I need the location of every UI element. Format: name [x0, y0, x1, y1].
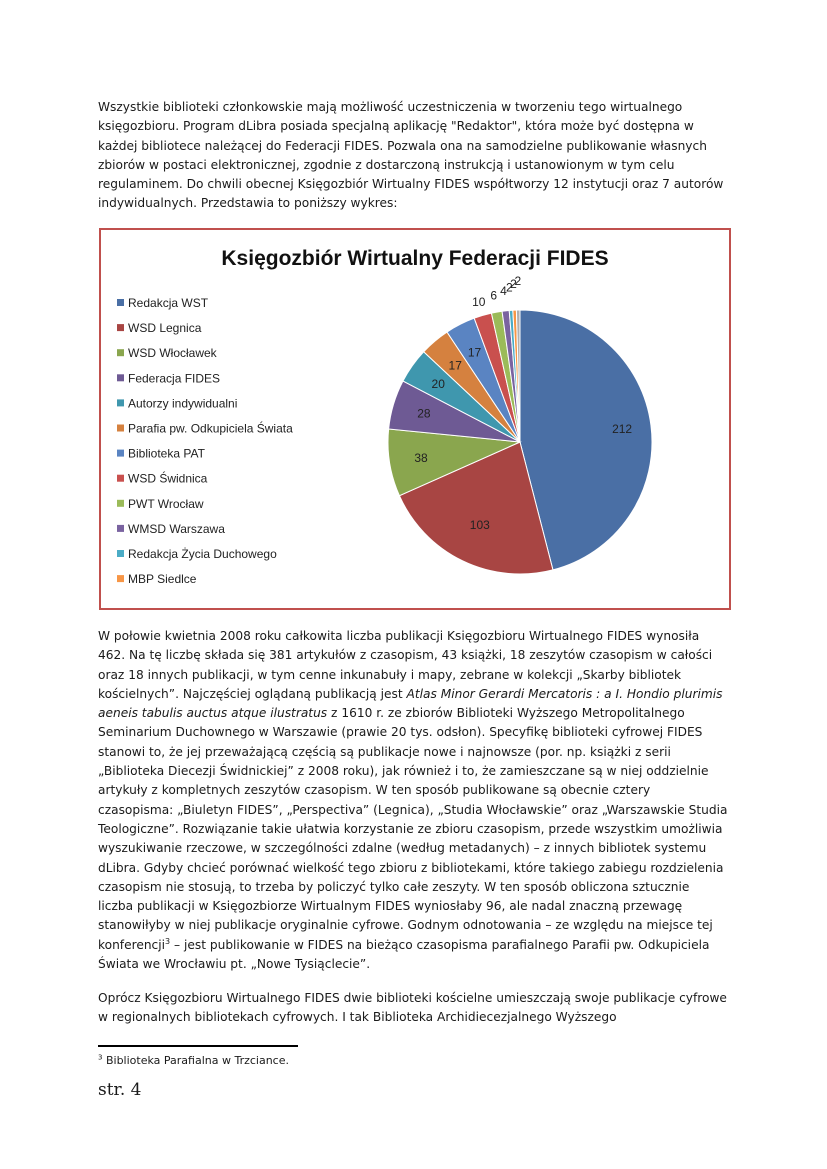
legend-label: Autorzy indywidualni	[128, 396, 238, 411]
footnote-divider	[98, 1045, 298, 1047]
slice-value-label: 103	[469, 518, 490, 533]
pie-slices	[388, 310, 652, 574]
legend-label: WSD Świdnica	[128, 471, 208, 486]
legend-swatch	[117, 500, 124, 507]
paragraph-text: W połowie kwietnia 2008 roku całkowita liczba publikacji Księgozbioru Wirtualnego FIDES wynosiła 462. Na tę liczbę składa się 381 artykułów z czasopism, 43 książki, 18 zeszytów czasopism w całości oraz 18 innych publikacji, w tym cenne inkunabuły i mapy, zebrane w kolekcji „Skarby bibliotek kościelnych”. Najczęściej oglądaną publikacją jest	[98, 629, 713, 701]
legend-label: Biblioteka PAT	[128, 446, 205, 461]
slice-value-label: 6	[490, 288, 498, 303]
legend-label: WSD Legnica	[128, 321, 202, 336]
legend-label: WSD Włocławek	[128, 346, 217, 361]
footnote	[98, 1054, 289, 1068]
atlas-title: Atlas Minor Gerardi Mercatoris : a I. Hondio plurimis aeneis tabulis auctus atque ilustratus	[98, 686, 723, 721]
slice-value-label: 20	[431, 377, 445, 391]
slice-value-label: 4	[500, 283, 507, 298]
intro-paragraph: Wszystkie biblioteki członkowskie mają możliwość uczestniczenia w tworzeniu tego wirtualnego księgozbioru. Program dLibra posiada specjalną aplikację "Redaktor", która może być dostępna w każdej bibliotece należącej do Federacji FIDES. Pozwala ona na samodzielne publikowanie własnych zbiorów w postaci elektronicznej, zgodnie z dostarczoną instrukcją i ustanowionym w tym celu regulaminem. Do chwili obecnej Księgozbiór Wirtualny FIDES współtworzy 12 instytucji oraz 7 autorów indywidualnych. Przedstawia to poniższy wykres:	[98, 100, 724, 211]
legend-swatch	[117, 550, 124, 557]
legend-swatch	[117, 575, 124, 582]
legend-label: Federacja FIDES	[128, 371, 221, 386]
slice-value-label: 2	[514, 274, 522, 288]
legend-swatch	[117, 349, 124, 356]
chart-title: Księgozbiór Wirtualny Federacji FIDES	[221, 247, 609, 270]
legend-swatch	[117, 425, 124, 432]
slice-value-label: 17	[448, 358, 462, 373]
legend-swatch	[117, 374, 124, 381]
chart-legend	[117, 296, 293, 586]
paragraph-text: z 1610 r. ze zbiorów Biblioteki Wyższego Metropolitalnego Seminarium Duchownego w Warszawie (prawie 20 tys. odsłon). Specyfikę biblioteki cyfrowej FIDES stanowi to, że jej przeważającą częścią są publikacje nowe i najnowsze (por. np. książki z serii „Biblioteka Diecezji Świdnickiej” z 2008 roku), jak również i to, że zamieszczane są w niej oddzielnie artykuły z kompletnych zeszytów czasopism. W ten sposób publikowane są obecnie cztery czasopisma: „Biuletyn FIDES”, „Perspectiva” (Legnica), „Studia Włocławskie” oraz „Warszawskie Studia Teologiczne”. Rozwiązanie takie ułatwia korzystanie ze zbioru czasopism, przede wszystkim umożliwia wyszukiwanie rzeczowe, w szczególności zdalne (według metadanych) – z innych bibliotek systemu dLibra. Gdyby chcieć porównać wielkość tego zbioru z bibliotekami, które takiego zabiegu rozdzielenia czasopism nie stosują, to trzeba by policzyć tylko całe zeszyty. W ten sposób obliczona sztucznie liczba publikacji w Księgozbiorze Wirtualnym FIDES wyniosłaby 96, ale nadal znaczną przewagę stanowiłyby w niej publikacje oryginalnie cyfrowe. Godnym odnotowania – ze względu na miejsce tej konferencji	[98, 706, 728, 952]
legend-label: MBP Siedlce	[128, 572, 197, 587]
body-paragraph-2	[98, 627, 728, 974]
slice-value-label: 2	[510, 277, 517, 292]
pie-chart-container	[99, 228, 731, 610]
slice-value-label: 10	[472, 294, 486, 309]
legend-label: Parafia pw. Odkupiciela Świata	[128, 421, 293, 436]
legend-swatch	[117, 450, 124, 457]
legend-label: Redakcja WST	[128, 296, 209, 310]
legend-label: WMSD Warszawa	[128, 521, 225, 536]
legend-label: Redakcja Życia Duchowego	[128, 547, 277, 561]
legend-swatch	[117, 475, 124, 482]
legend-swatch	[117, 525, 124, 532]
footnote-text: Biblioteka Parafialna w Trzciance.	[105, 1054, 289, 1067]
footnote-number: 3	[98, 1053, 103, 1062]
slice-value-label: 38	[414, 451, 428, 465]
legend-label: PWT Wrocław	[128, 496, 204, 511]
pie-chart	[101, 230, 729, 608]
paragraph-text: – jest publikowanie w FIDES na bieżąco czasopisma parafialnego Parafii pw. Odkupiciela Świata we Wrocławiu pt. „Nowe Tysiąclecie”.	[98, 937, 710, 972]
legend-swatch	[117, 399, 124, 406]
page-number: str. 4	[98, 1080, 142, 1100]
slice-value-label: 17	[467, 345, 482, 360]
legend-swatch	[117, 324, 124, 331]
slice-value-label: 28	[417, 406, 431, 421]
footnote-reference[interactable]: 3	[165, 936, 171, 946]
legend-swatch	[117, 299, 124, 306]
slice-value-label: 2	[506, 280, 513, 295]
slice-value-label: 212	[612, 422, 633, 437]
body-paragraph-3: Oprócz Księgozbioru Wirtualnego FIDES dwie biblioteki kościelne umieszczają swoje publikacje cyfrowe w regionalnych bibliotekach cyfrowych. I tak Biblioteka Archidiecezjalnego Wyższego	[98, 991, 727, 1025]
